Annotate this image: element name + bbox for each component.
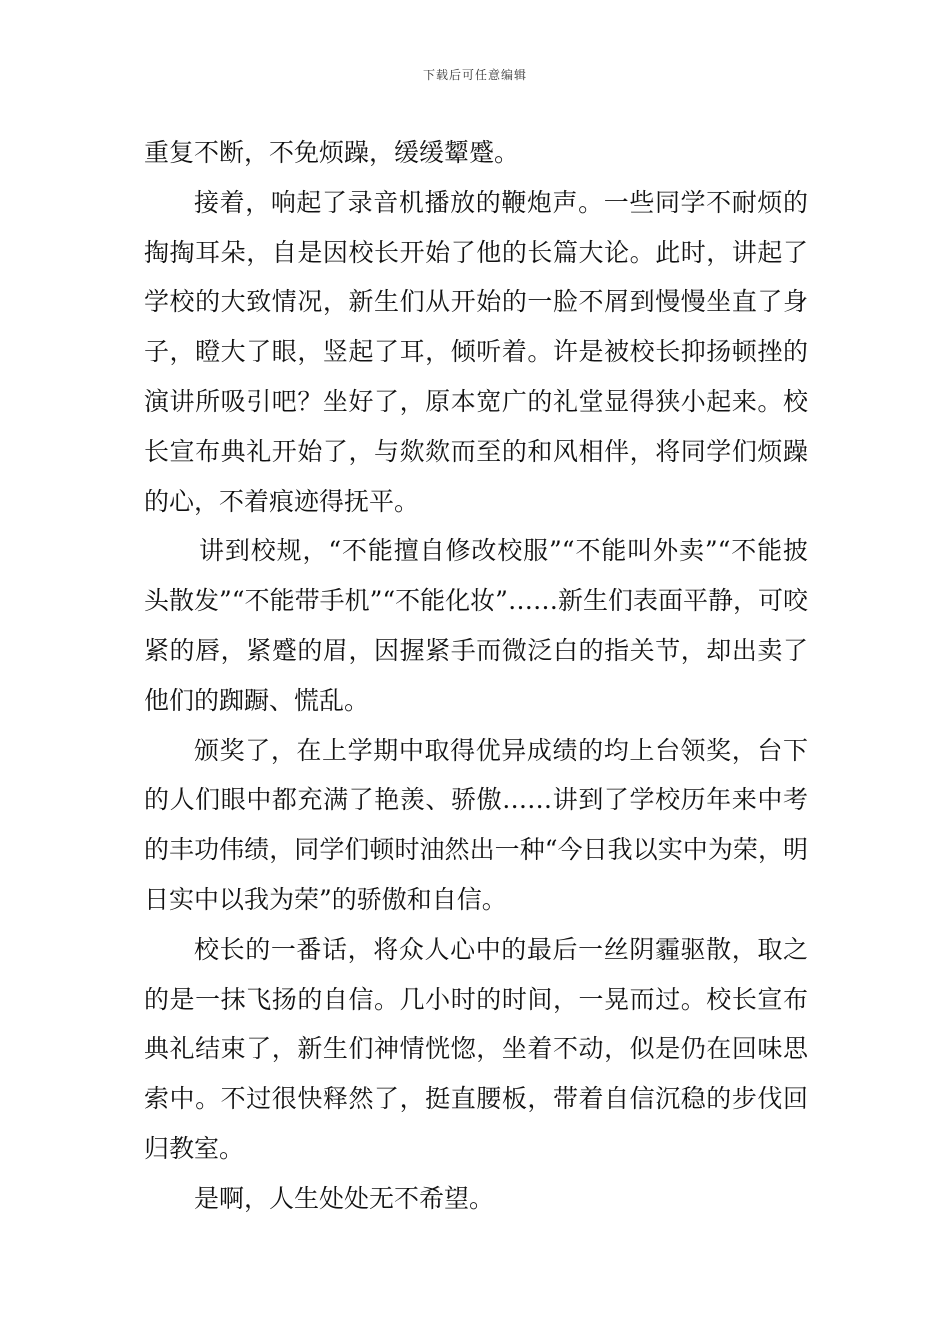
paragraph-1: 重复不断，不免烦躁，缓缓颦蹙。 [144, 138, 520, 167]
paragraph-3: 讲到校规，“不能擅自修改校服”“不能叫外卖”“不能披头散发”“不能带手机”“不能化妆”……新生们表面平静，可咬紧的唇，紧蹙的眉，因握紧手而微泛白的指关节，却出卖了他们的踟蹰、慌乱。 [144, 536, 808, 715]
page-header-note: 下载后可任意编辑 [422, 68, 527, 82]
paragraph-4: 颁奖了，在上学期中取得优异成绩的均上台领奖，台下的人们眼中都充满了艳羡、骄傲……讲到了学校历年来中考的丰功伟绩，同学们顿时油然出一种“今日我以实中为荣，明日实中以我为荣”的骄傲和自信。 [144, 735, 808, 914]
paragraph-2: 接着，响起了录音机播放的鞭炮声。一些同学不耐烦的掏掏耳朵，自是因校长开始了他的长篇大论。此时，讲起了学校的大致情况，新生们从开始的一脸不屑到慢慢坐直了身子，瞪大了眼，竖起了耳，倾听着。许是被校长抑扬顿挫的演讲所吸引吧？坐好了，原本宽广的礼堂显得狭小起来。校长宣布典礼开始了，与欻欻而至的和风相伴，将同学们烦躁的心，不着痕迹得抚平。 [144, 187, 808, 516]
paragraph-6: 是啊，人生处处无不希望。 [194, 1183, 495, 1213]
document-body [144, 128, 808, 1224]
paragraph-5: 校长的一番话，将众人心中的最后一丝阴霾驱散，取之的是一抹飞扬的自信。几小时的时间，一晃而过。校长宣布典礼结束了，新生们神情恍惚，坐着不动，似是仍在回味思索中。不过很快释然了，挺直腰板，带着自信沉稳的步伐回归教室。 [144, 934, 808, 1163]
